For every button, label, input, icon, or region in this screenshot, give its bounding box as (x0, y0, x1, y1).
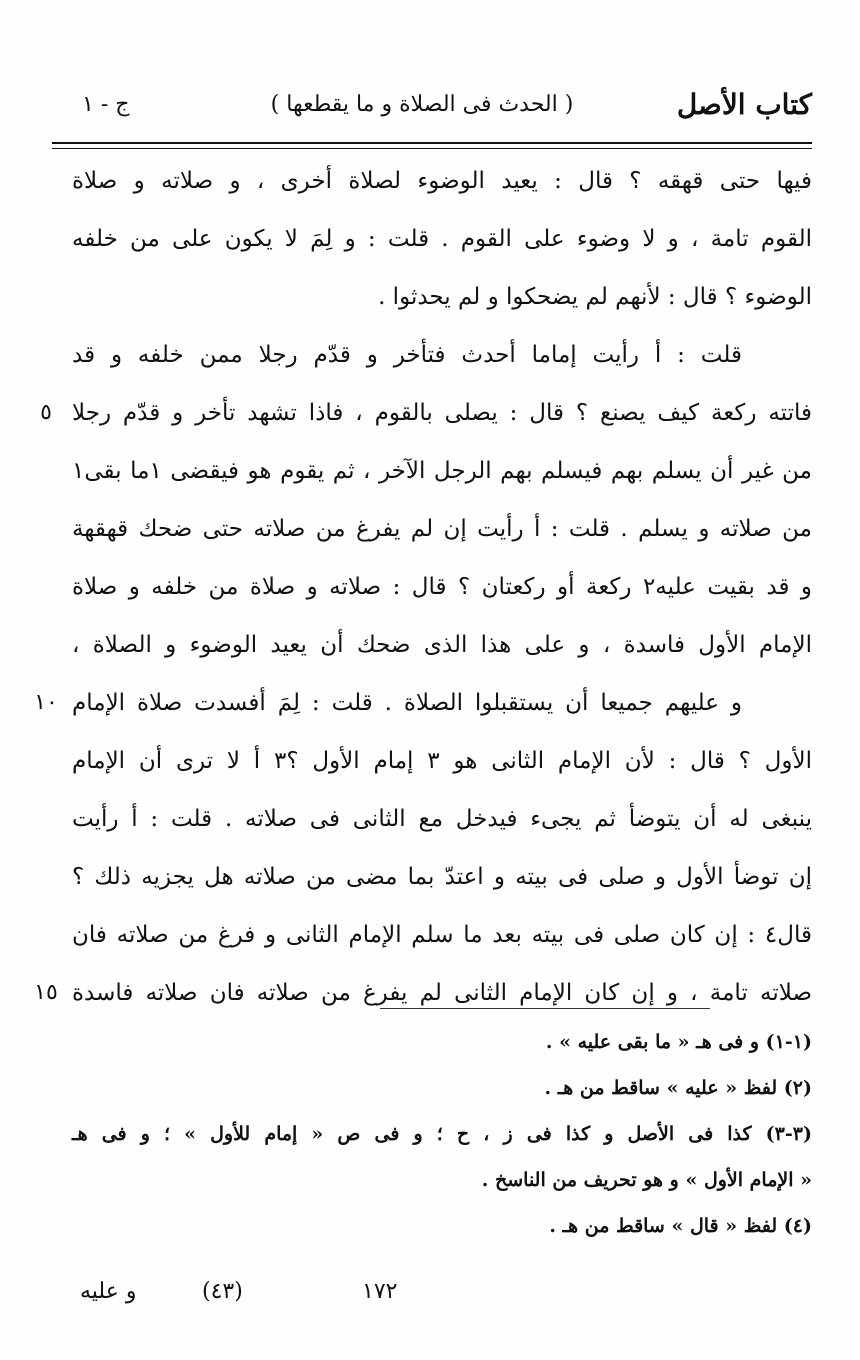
text-line: إن توضأ الأول و صلى فى بيته و اعتدّ بما مضى من صلاته هل يجزيه ذلك ؟ (72, 864, 812, 890)
line-number-10: ١٠ (34, 690, 58, 715)
original-page-number: (٤٣) (202, 1279, 243, 1304)
book-title: كتاب الأصل (676, 88, 812, 121)
footnote: « الإمام الأول » و هو تحريف من الناسخ . (481, 1169, 812, 1191)
footnote: (١-١) و فى هـ « ما بقى عليه » . (545, 1031, 812, 1053)
page-number: ١٧٢ (362, 1279, 398, 1304)
footnote: (٢) لفظ « عليه » ساقط من هـ . (544, 1077, 812, 1099)
text-line: صلاته تامة ، و إن كان الإمام الثانى لم يفرغ من صلاته فان صلاته فاسدة (72, 980, 812, 1006)
text-line: من غير أن يسلم بهم فيسلم بهم الرجل الآخر ، ثم يقوم هو فيقضى ١ما بقى١ (72, 458, 812, 484)
text-line: القوم تامة ، و لا وضوء على القوم . قلت : و لِمَ لا يكون على من خلفه (72, 226, 812, 252)
header-rule-thin (52, 148, 812, 149)
text-line: فيها حتى قهقه ؟ قال : يعيد الوضوء لصلاة أخرى ، و صلاته و صلاة (72, 168, 812, 194)
chapter-title: ( الحدث فى الصلاة و ما يقطعها ) (270, 92, 574, 117)
catchword: و عليه (80, 1279, 137, 1304)
line-number-15: ١٥ (34, 980, 58, 1005)
text-line: قال٤ : إن كان صلى فى بيته بعد ما سلم الإمام الثانى و فرغ من صلاته فان (72, 922, 812, 948)
footnote: (٤) لفظ « قال » ساقط من هـ . (549, 1215, 812, 1237)
header-rule (52, 142, 812, 144)
page-footer (52, 1272, 812, 1312)
text-line: قلت : أ رأيت إماما أحدث فتأخر و قدّم رجلا ممن خلفه و قد (72, 342, 742, 368)
line-number-5: ٥ (40, 400, 52, 425)
text-line: الأول ؟ قال : لأن الإمام الثانى هو ٣ إمام الأول ؟٣ أ لا ترى أن الإمام (72, 748, 813, 774)
running-header (52, 88, 812, 134)
text-line: الوضوء ؟ قال : لأنهم لم يضحكوا و لم يحدثوا . (378, 284, 812, 310)
text-line: الإمام الأول فاسدة ، و على هذا الذى ضحك أن يعيد الوضوء و الصلاة ، (72, 632, 812, 658)
footnote-rule (380, 1008, 710, 1009)
text-line: ينبغى له أن يتوضأ ثم يجىء فيدخل مع الثانى فى صلاته . قلت : أ رأيت (72, 806, 812, 832)
text-line: و عليهم جميعا أن يستقبلوا الصلاة . قلت : لِمَ أفسدت صلاة الإمام (72, 690, 742, 716)
volume-number: ج - ١ (82, 92, 130, 117)
text-line: من صلاته و يسلم . قلت : أ رأيت إن لم يفرغ من صلاته حتى ضحك قهقهة (72, 516, 812, 542)
footnote: (٣-٣) كذا فى الأصل و كذا فى ز ، ح ؛ و فى ص « إمام للأول » ؛ و فى هـ (72, 1123, 812, 1145)
text-line: فاتته ركعة كيف يصنع ؟ قال : يصلى بالقوم ، فاذا تشهد تأخر و قدّم رجلا (72, 400, 812, 426)
text-line: و قد بقيت عليه٢ ركعة أو ركعتان ؟ قال : صلاته و صلاة من خلفه و صلاة (72, 574, 812, 600)
